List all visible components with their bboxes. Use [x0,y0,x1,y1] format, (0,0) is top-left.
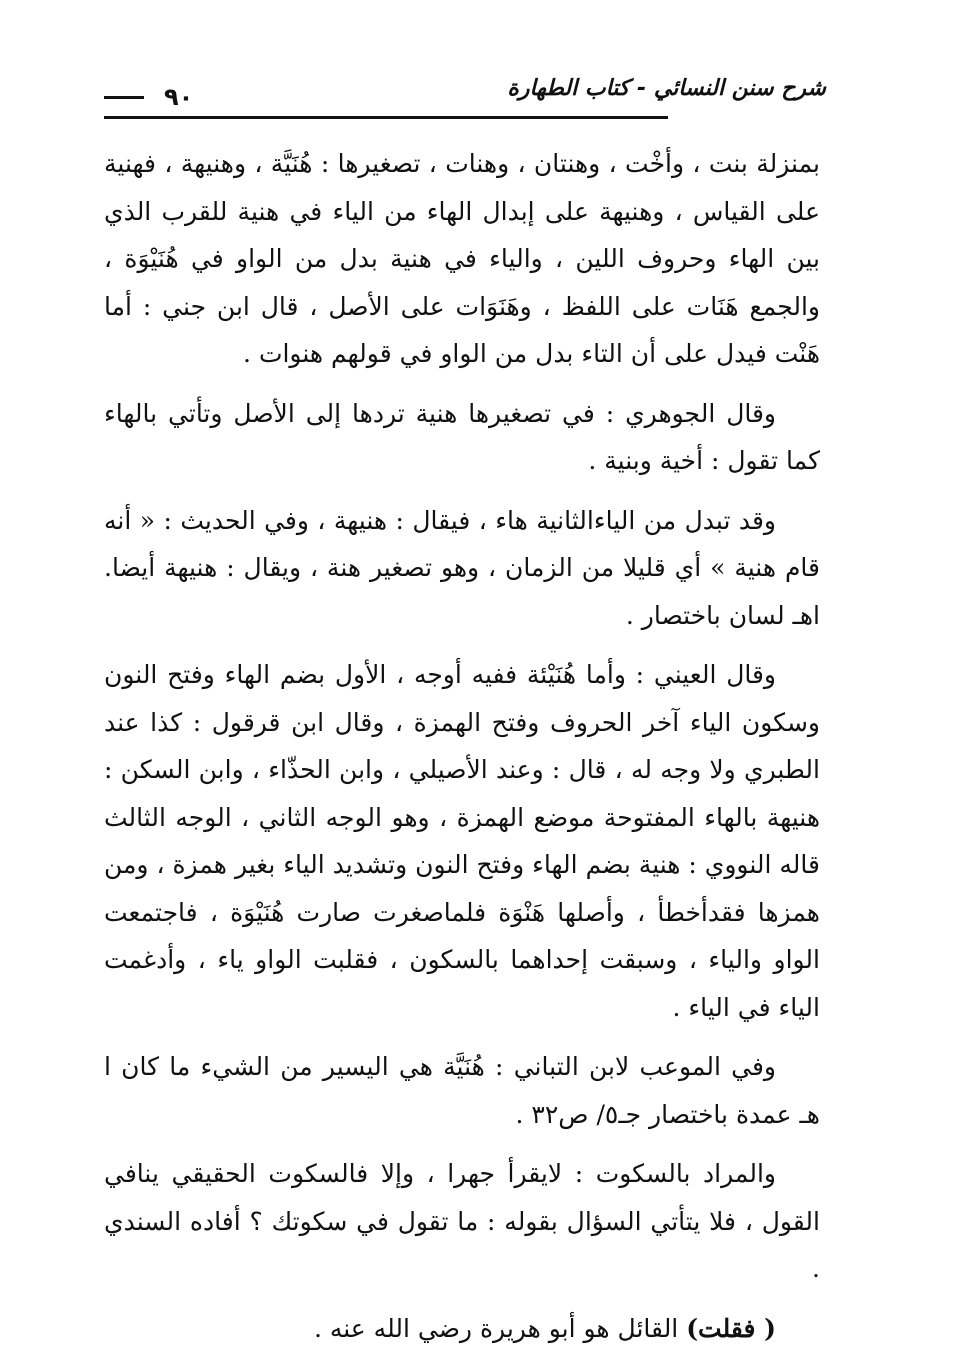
paragraph-3: وقد تبدل من الياءالثانية هاء ، فيقال : هنيهة ، وفي الحديث : « أنه قام هنية » أي قليلا من الزمان ، وهو تصغير هنة ، ويقال : هنيهة أيضا. اهـ لسان باختصار . [104,505,820,630]
paragraph-4: وقال العيني : وأما هُنَيْئة ففيه أوجه ، الأول بضم الهاء وفتح النون وسكون الياء آخر الحروف وفتح الهمزة ، وقال ابن قرقول : كذا عند الطبري ولا وجه له ، قال : وعند الأصيلي ، وابن الحذّاء ، وابن السكن : هنيهة بالهاء المفتوحة موضع الهمزة ، وهو الوجه الثاني ، الوجه الثالث قاله النووي : هنية بضم الهاء وفتح النون وتشديد الياء بغير همزة ، ومن همزها فقدأخطأ ، وأصلها هَنْوَة فلماصغرت صارت هُنَيْوَة ، فاجتمعت الواو والياء ، وسبقت إحداهما بالسكون ، فقلبت الواو ياء ، وأدغمت الياء في الياء . [104,660,820,1022]
paragraph-6: والمراد بالسكوت : لايقرأ جهرا ، وإلا فالسكوت الحقيقي ينافي القول ، فلا يتأتي السؤال بقوله : ما تقول في سكوتك ؟ أفاده السندي . [104,1159,820,1283]
paragraph-5: وفي الموعب لابن التباني : هُنَيَّة هي اليسير من الشيء ما كان ا هـ عمدة باختصار جـ٥/ ص٣٢ . [104,1052,820,1129]
header-title: شرح سنن النسائي - كتاب الطهارة [507,76,826,101]
final-lead-bold: ( فقلت) [686,1313,776,1343]
paragraph-final [104,1305,820,1353]
running-header [104,72,826,116]
page-number: ٩٠ [164,83,194,111]
final-text: القائل هو أبو هريرة رضي الله عنه . [313,1313,687,1343]
body-text [104,140,820,1364]
paragraph-1: بمنزلة بنت ، وأخْت ، وهنتان ، وهنات ، تصغيرها : هُنَيَّة ، وهنيهة ، فهنية على القياس ، وهنيهة على إبدال الهاء من الياء في هنية للقرب الذي بين الهاء وحروف اللين ، والياء في هنية بدل من الواو في هُنَيْوَة ، والجمع هَنَات على اللفظ ، وهَنَوَات على الأصل ، قال ابن جني : أما هَنْت فيدل على أن التاء بدل من الواو في قولهم هنوات . [104,149,820,368]
paragraph-2: وقال الجوهري : في تصغيرها هنية تردها إلى الأصل وتأتي بالهاء كما تقول : أخية وبنية . [104,398,820,475]
page-number-dash [104,96,144,99]
header-rule [104,116,668,119]
